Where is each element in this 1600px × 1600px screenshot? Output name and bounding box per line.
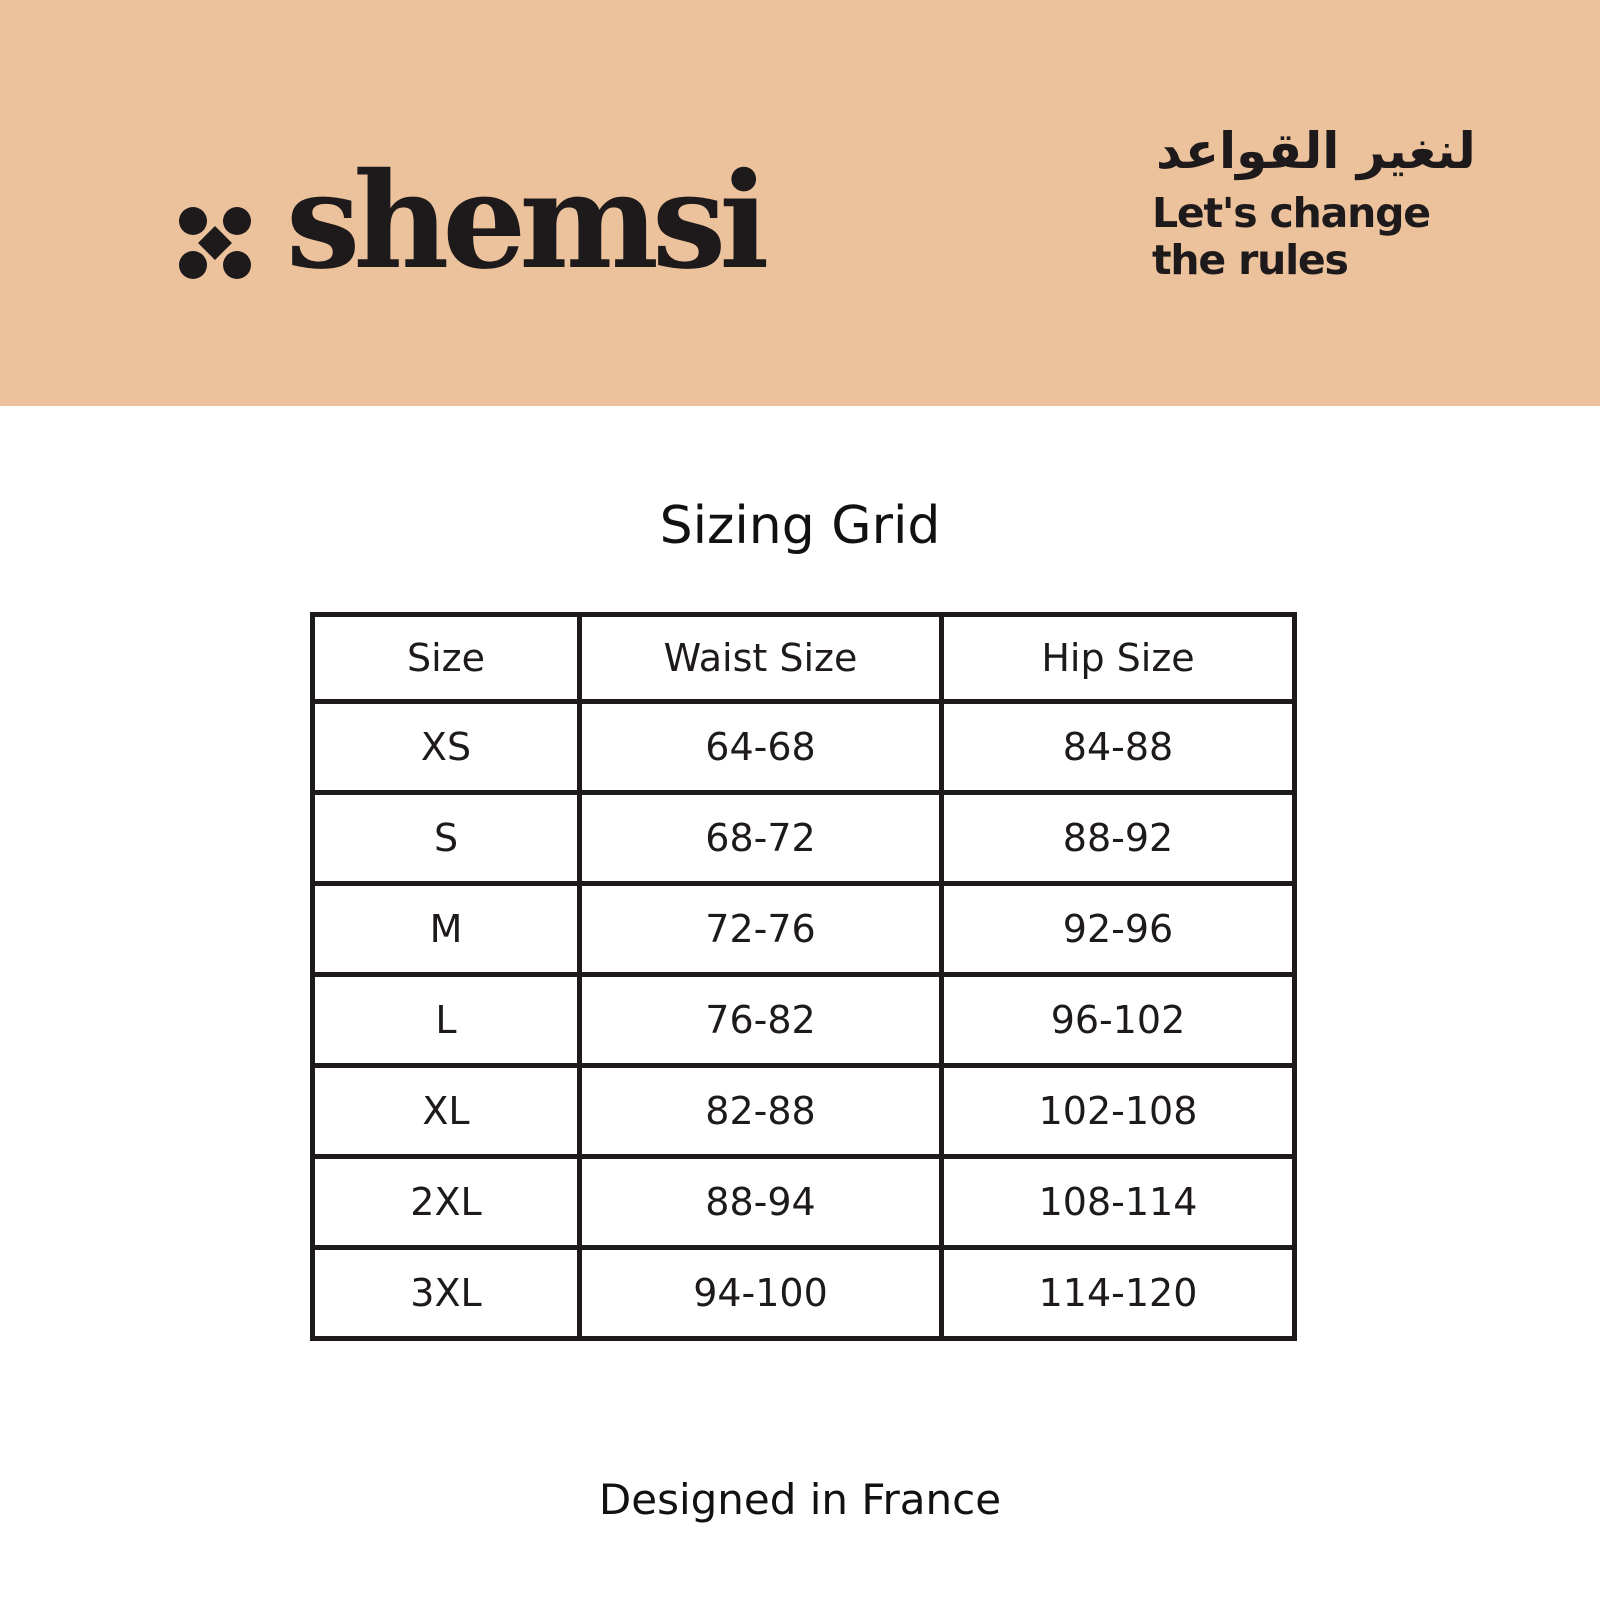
cell-size: 2XL [313,1157,580,1248]
cell-size: L [313,975,580,1066]
cell-waist: 76-82 [580,975,942,1066]
cell-size: S [313,793,580,884]
cell-hip: 88-92 [942,793,1295,884]
table-row [313,793,1295,884]
table-row [313,1066,1295,1157]
sizing-table [310,612,1297,1341]
cell-waist: 64-68 [580,702,942,793]
cell-size: 3XL [313,1248,580,1339]
footer-note: Designed in France [598,1475,1002,1524]
page-title: Sizing Grid [659,496,941,556]
cell-waist: 68-72 [580,793,942,884]
table-row [313,975,1295,1066]
cell-waist: 82-88 [580,1066,942,1157]
cell-waist: 88-94 [580,1157,942,1248]
cell-hip: 92-96 [942,884,1295,975]
table-row [313,1248,1295,1339]
four-petal-flower-icon [178,206,252,280]
tagline-line-2: the rules [1152,236,1348,284]
table-row [313,1157,1295,1248]
table-header-row [313,615,1295,702]
table-row [313,702,1295,793]
brand-logo [178,144,763,299]
cell-waist: 94-100 [580,1248,942,1339]
header-banner [0,0,1600,406]
cell-hip: 108-114 [942,1157,1295,1248]
cell-hip: 96-102 [942,975,1295,1066]
tagline-arabic: لنغير القواعد [1156,122,1476,180]
cell-hip: 84-88 [942,702,1295,793]
header-size: Size [313,615,580,702]
header-hip-size: Hip Size [942,615,1295,702]
cell-size: M [313,884,580,975]
cell-size: XL [313,1066,580,1157]
table-row [313,884,1295,975]
tagline [1152,122,1512,284]
cell-size: XS [313,702,580,793]
cell-waist: 72-76 [580,884,942,975]
tagline-line-1: Let's change [1152,189,1430,237]
cell-hip: 114-120 [942,1248,1295,1339]
cell-hip: 102-108 [942,1066,1295,1157]
brand-name: shemsi [286,144,763,299]
header-waist-size: Waist Size [580,615,942,702]
